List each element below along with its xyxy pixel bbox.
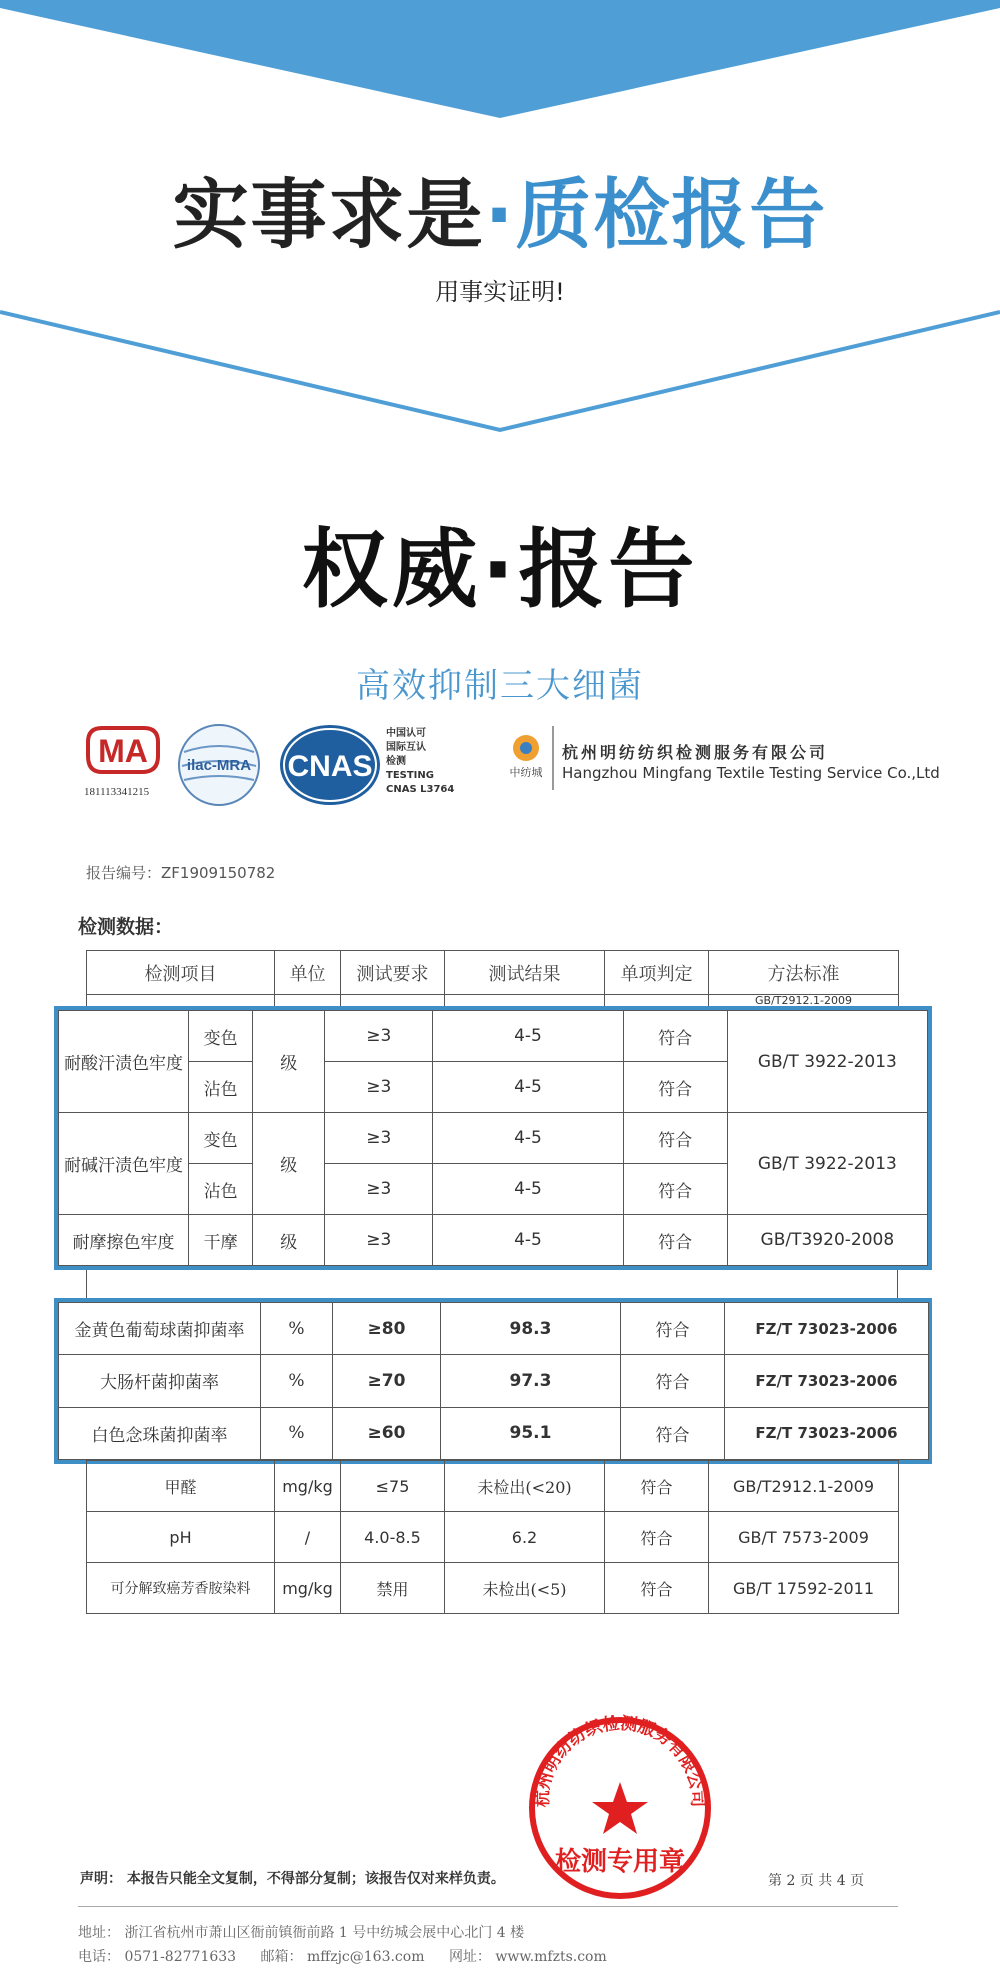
standard-cell: GB/T 3922-2013: [727, 1113, 927, 1215]
acid-sweat-item: 耐酸汗渍色牢度: [59, 1011, 189, 1113]
result-cell: 95.1: [441, 1407, 621, 1459]
sub-item: 沾色: [189, 1062, 253, 1113]
sub-item: 变色: [189, 1113, 253, 1164]
hero-title: [0, 170, 1000, 260]
other-item: 甲醛: [87, 1461, 275, 1512]
antibacterial-item: 白色念珠菌抑菌率: [59, 1407, 261, 1459]
verdict-cell: 符合: [621, 1407, 725, 1459]
cnas-note-line: 检测: [386, 756, 406, 767]
lab-logo-text: 中纺城: [509, 766, 543, 779]
unit-cell: 级: [253, 1011, 325, 1113]
unit-cell: %: [261, 1303, 333, 1355]
header-result: 测试结果: [445, 951, 605, 995]
lab-website: 网址： www.mfzts.com: [448, 1949, 607, 1965]
verdict-cell: 符合: [605, 1512, 709, 1563]
requirement-cell: ≥3: [325, 1113, 433, 1164]
header-verdict: 单项判定: [605, 951, 709, 995]
cnas-note-line: 中国认可: [386, 728, 426, 739]
standard-cell: GB/T3920-2008: [727, 1215, 927, 1266]
cnas-note-line: CNAS L3764: [386, 784, 455, 795]
lab-address: 地址： 浙江省杭州市萧山区衙前镇衙前路 1 号中纺城会展中心北门 4 楼: [78, 1925, 525, 1941]
cnas-logo: [276, 722, 384, 808]
hero-title-black: 实事求是: [172, 170, 485, 259]
unit-cell: 级: [253, 1113, 325, 1215]
standard-cell: GB/T 3922-2013: [727, 1011, 927, 1113]
lab-name-cn: 杭州明纺纺织检测服务有限公司: [562, 743, 829, 762]
antibacterial-item: 大肠杆菌抑菌率: [59, 1355, 261, 1407]
lab-name-en: Hangzhou Mingfang Textile Testing Service Co.,Ltd: [562, 764, 940, 782]
lab-email: 邮箱： mffzjc@163.com: [260, 1949, 425, 1965]
section-title: 权威·报告: [301, 520, 699, 620]
lab-logo: [496, 728, 556, 792]
requirement-cell: ≥3: [325, 1062, 433, 1113]
antibacterial-table: [58, 1302, 929, 1460]
requirement-cell: 4.0-8.5: [341, 1512, 445, 1563]
colorfastness-table: [58, 1010, 928, 1266]
result-cell: 4-5: [433, 1164, 623, 1215]
antibacterial-item: 金黄色葡萄球菌抑菌率: [59, 1303, 261, 1355]
alkali-sweat-item: 耐碱汗渍色牢度: [59, 1113, 189, 1215]
report-statement: 声明： 本报告只能全文复制，不得部分复制；该报告仅对来样负责。: [80, 1871, 505, 1887]
verdict-cell: 符合: [621, 1355, 725, 1407]
standard-cell: FZ/T 73023-2006: [725, 1355, 929, 1407]
result-cell: 4-5: [433, 1062, 623, 1113]
standard-cell: GB/T 17592-2011: [709, 1563, 899, 1614]
sub-item: 干摩: [189, 1215, 253, 1266]
lab-contact: [78, 1946, 627, 1966]
logo-divider: [552, 726, 554, 790]
verdict-cell: 符合: [623, 1164, 727, 1215]
stamp-label: 检测专用章: [554, 1847, 686, 1877]
unit-cell: mg/kg: [275, 1563, 341, 1614]
hero-title-blue: 质检报告: [515, 170, 828, 259]
ilac-logo: [174, 720, 264, 810]
unit-cell: /: [275, 1512, 341, 1563]
ilac-logo-text: ilac-MRA: [186, 757, 252, 774]
ma-logo: [80, 722, 166, 780]
verdict-cell: 符合: [623, 1215, 727, 1266]
result-cell: 6.2: [445, 1512, 605, 1563]
sub-item: 变色: [189, 1011, 253, 1062]
report-table-header: [86, 950, 899, 1007]
verdict-cell: 符合: [605, 1563, 709, 1614]
requirement-cell: ≥80: [333, 1303, 441, 1355]
cnas-note-line: TESTING: [386, 770, 434, 781]
verdict-cell: 符合: [621, 1303, 725, 1355]
verdict-cell: 符合: [623, 1113, 727, 1164]
header-requirement: 测试要求: [341, 951, 445, 995]
other-item: 可分解致癌芳香胺染料: [87, 1563, 275, 1614]
standard-cell: FZ/T 73023-2006: [725, 1303, 929, 1355]
table-gap: [86, 1270, 898, 1300]
section-subtitle: 高效抑制三大细菌: [356, 666, 644, 706]
standard-cell: FZ/T 73023-2006: [725, 1407, 929, 1459]
rubbing-item: 耐摩擦色牢度: [59, 1215, 189, 1266]
requirement-cell: ≥3: [325, 1215, 433, 1266]
hero-subtitle: 用事实证明!: [435, 278, 565, 306]
requirement-cell: ≥3: [325, 1164, 433, 1215]
result-cell: 97.3: [441, 1355, 621, 1407]
official-stamp: [520, 1708, 720, 1908]
cnas-note-line: 国际互认: [386, 742, 426, 753]
result-cell: 未检出(<5): [445, 1563, 605, 1614]
partial-row-text: GB/T2912.1-2009: [709, 995, 899, 1007]
result-cell: 98.3: [441, 1303, 621, 1355]
cnas-note: [386, 727, 454, 797]
page-number: 第 2 页 共 4 页: [768, 1873, 865, 1889]
other-tests-table: [86, 1460, 899, 1614]
cnas-logo-text: CNAS: [287, 750, 373, 783]
header-item: 检测项目: [87, 951, 275, 995]
requirement-cell: ≥70: [333, 1355, 441, 1407]
verdict-cell: 符合: [623, 1062, 727, 1113]
result-cell: 4-5: [433, 1215, 623, 1266]
lab-phone: 电话： 0571-82771633: [78, 1949, 237, 1965]
header-unit: 单位: [275, 951, 341, 995]
data-title: 检测数据：: [78, 916, 174, 938]
unit-cell: %: [261, 1355, 333, 1407]
standard-cell: GB/T2912.1-2009: [709, 1461, 899, 1512]
colorfastness-box: [54, 1006, 932, 1270]
standard-cell: GB/T 7573-2009: [709, 1512, 899, 1563]
other-item: pH: [87, 1512, 275, 1563]
result-cell: 未检出(<20): [445, 1461, 605, 1512]
requirement-cell: 禁用: [341, 1563, 445, 1614]
sub-item: 沾色: [189, 1164, 253, 1215]
verdict-cell: 符合: [605, 1461, 709, 1512]
header-standard: 方法标准: [709, 951, 899, 995]
requirement-cell: ≥60: [333, 1407, 441, 1459]
stamp-arc-text: 杭州明纺纺织检测服务有限公司: [532, 1713, 708, 1808]
requirement-cell: ≤75: [341, 1461, 445, 1512]
unit-cell: %: [261, 1407, 333, 1459]
verdict-cell: 符合: [623, 1011, 727, 1062]
report-number: 报告编号：ZF1909150782: [86, 864, 276, 882]
ma-code: 181113341215: [84, 786, 150, 798]
ma-logo-text: MA: [98, 733, 148, 769]
result-cell: 4-5: [433, 1113, 623, 1164]
antibacterial-box: [54, 1298, 932, 1464]
footer-divider: [78, 1906, 898, 1907]
requirement-cell: ≥3: [325, 1011, 433, 1062]
hero-title-dot: ·: [484, 170, 516, 259]
unit-cell: mg/kg: [275, 1461, 341, 1512]
result-cell: 4-5: [433, 1011, 623, 1062]
unit-cell: 级: [253, 1215, 325, 1266]
